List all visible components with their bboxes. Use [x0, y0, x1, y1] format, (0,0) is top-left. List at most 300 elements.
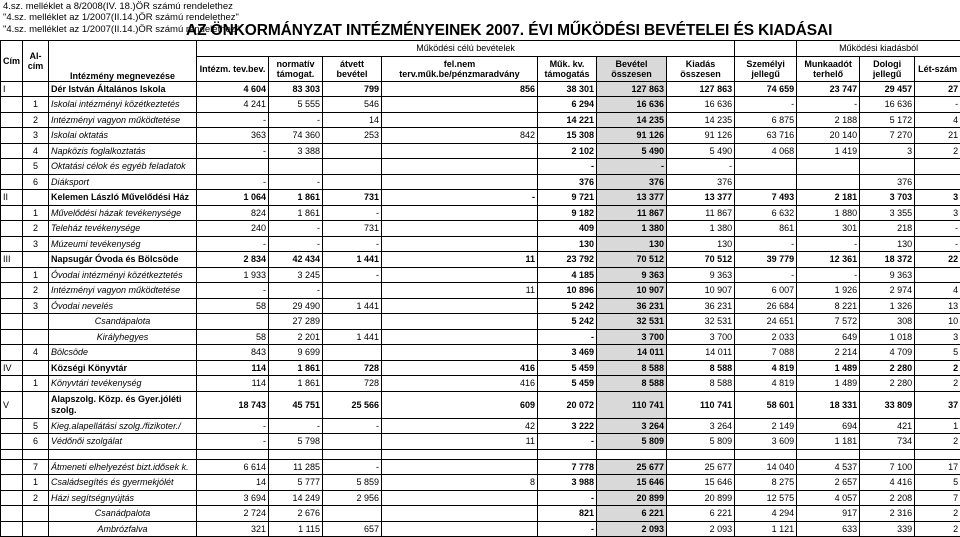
cell-value: 4 819 — [735, 360, 797, 376]
cell-value: 2 280 — [860, 376, 915, 392]
cell-value — [735, 174, 797, 190]
cell-value: 12 575 — [735, 490, 797, 506]
cell-alcim: 1 — [23, 475, 49, 491]
cell-value: 42 434 — [269, 252, 323, 268]
cell-value: 27 — [915, 81, 960, 97]
table-row — [1, 174, 960, 190]
cell-value — [323, 159, 382, 175]
cell-value: 5 555 — [269, 97, 323, 113]
cell-value: 2 657 — [797, 475, 860, 491]
cell-value: - — [197, 112, 269, 128]
cell-value: - — [915, 97, 960, 113]
cell-value: 14 011 — [667, 345, 735, 361]
cell-value — [797, 174, 860, 190]
table-row — [1, 391, 960, 418]
cell-alcim: 3 — [23, 236, 49, 252]
header-megnevezes: Intézmény megnevezése — [49, 41, 197, 82]
cell-value: 23 792 — [538, 252, 597, 268]
cell-value: 2 — [915, 506, 960, 522]
cell-value: - — [735, 267, 797, 283]
cell-value: - — [797, 267, 860, 283]
cell-value: 4 241 — [197, 97, 269, 113]
cell-value — [382, 345, 538, 361]
cell-name: Intézményi vagyon működtetése — [49, 283, 197, 299]
cell-value: 10 896 — [538, 283, 597, 299]
cell-alcim — [23, 81, 49, 97]
cell-value: 1 861 — [269, 205, 323, 221]
cell-value: 376 — [597, 174, 667, 190]
cell-value: 14 — [197, 475, 269, 491]
cell-name: Oktatási célok és egyéb feladatok — [49, 159, 197, 175]
cell-value: 11 — [382, 434, 538, 450]
cell-cim — [1, 506, 23, 522]
cell-name: Bölcsöde — [49, 345, 197, 361]
cell-value: 27 289 — [269, 314, 323, 330]
cell-value: 13 — [915, 298, 960, 314]
cell-cim — [1, 298, 23, 314]
cell-value: 3 — [915, 329, 960, 345]
cell-cim: I — [1, 81, 23, 97]
cell-value: 2 — [915, 143, 960, 159]
cell-value: 114 — [197, 360, 269, 376]
cell-value: - — [197, 143, 269, 159]
cell-value — [382, 205, 538, 221]
table-row — [1, 360, 960, 376]
cell-value: 5 459 — [538, 360, 597, 376]
table-row — [1, 143, 960, 159]
cell-value: 421 — [860, 418, 915, 434]
cell-value: 20 072 — [538, 391, 597, 418]
table-row — [1, 345, 960, 361]
cell-value: 633 — [797, 521, 860, 537]
cell-value: 20 899 — [667, 490, 735, 506]
cell-value: - — [538, 490, 597, 506]
cell-value: 3 222 — [538, 418, 597, 434]
cell-alcim: 1 — [23, 376, 49, 392]
cell-value — [382, 143, 538, 159]
cell-value: 114 — [197, 376, 269, 392]
cell-alcim: 2 — [23, 283, 49, 299]
cell-value: 6 632 — [735, 205, 797, 221]
cell-alcim: 2 — [23, 112, 49, 128]
cell-name: Királyhegyes — [49, 329, 197, 345]
table-row — [1, 81, 960, 97]
cell-value: 18 372 — [860, 252, 915, 268]
header-col-10: Dologi jellegű — [860, 56, 915, 81]
cell-value — [382, 329, 538, 345]
cell-value: 253 — [323, 128, 382, 144]
cell-value: 2 — [915, 376, 960, 392]
cell-value: 376 — [667, 174, 735, 190]
cell-value: 91 126 — [667, 128, 735, 144]
cell-value: 1 018 — [860, 329, 915, 345]
cell-value — [382, 459, 538, 475]
cell-value: 1 064 — [197, 190, 269, 206]
cell-value: - — [797, 97, 860, 113]
cell-cim — [1, 521, 23, 537]
cell-value: 7 572 — [797, 314, 860, 330]
cell-value: 3 988 — [538, 475, 597, 491]
cell-cim: II — [1, 190, 23, 206]
cell-value: - — [269, 236, 323, 252]
cell-value: 21 — [915, 128, 960, 144]
cell-value: 58 — [197, 329, 269, 345]
cell-name: Kieg.alapellátási szolg./fizikoter./ — [49, 418, 197, 434]
cell-name: Átmeneti elhelyezést bizt.idősek k. — [49, 459, 197, 475]
spacer-row — [1, 449, 960, 459]
cell-value: 36 231 — [597, 298, 667, 314]
cell-value: 218 — [860, 221, 915, 237]
cell-value: - — [269, 283, 323, 299]
header-group-kiadas: Működési kiadásból — [797, 41, 960, 57]
cell-value: 799 — [323, 81, 382, 97]
cell-value: - — [797, 236, 860, 252]
cell-value: 5 — [915, 345, 960, 361]
cell-value: 4 057 — [797, 490, 860, 506]
cell-value — [382, 97, 538, 113]
table-body — [1, 81, 960, 537]
cell-value: 32 531 — [667, 314, 735, 330]
cell-value: 5 809 — [667, 434, 735, 450]
cell-value: - — [197, 236, 269, 252]
cell-value: 24 651 — [735, 314, 797, 330]
cell-value: 15 646 — [597, 475, 667, 491]
cell-alcim — [23, 391, 49, 418]
header-line-1: 4.sz. melléklet a 8/2008(IV. 18.)ÖR számú rendelethez — [3, 1, 233, 12]
cell-value: 5 490 — [667, 143, 735, 159]
cell-value — [382, 174, 538, 190]
cell-value: 1 121 — [735, 521, 797, 537]
cell-value: 917 — [797, 506, 860, 522]
header-col-8: Személyi jellegű — [735, 56, 797, 81]
cell-value: 9 363 — [860, 267, 915, 283]
cell-cim — [1, 475, 23, 491]
cell-value: 3 — [915, 205, 960, 221]
cell-value: 5 242 — [538, 314, 597, 330]
cell-value: 38 301 — [538, 81, 597, 97]
cell-value: 9 363 — [597, 267, 667, 283]
cell-cim — [1, 434, 23, 450]
header-col-2: normatív támogat. — [269, 56, 323, 81]
cell-name: Iskolai oktatás — [49, 128, 197, 144]
table-row — [1, 190, 960, 206]
table-row — [1, 314, 960, 330]
cell-value: 16 636 — [860, 97, 915, 113]
cell-value: - — [538, 521, 597, 537]
cell-value: 1 926 — [797, 283, 860, 299]
cell-value: 16 636 — [597, 97, 667, 113]
cell-value — [860, 159, 915, 175]
cell-value: 5 172 — [860, 112, 915, 128]
cell-cim — [1, 314, 23, 330]
cell-value: 14 040 — [735, 459, 797, 475]
cell-value: 731 — [323, 221, 382, 237]
cell-value: 1 933 — [197, 267, 269, 283]
table-row — [1, 221, 960, 237]
cell-value: 7 — [915, 490, 960, 506]
cell-value: 824 — [197, 205, 269, 221]
budget-table — [0, 40, 960, 537]
table-row — [1, 298, 960, 314]
header-cim: Cím — [1, 41, 23, 82]
cell-value: 1 861 — [269, 360, 323, 376]
cell-alcim: 4 — [23, 143, 49, 159]
cell-name: Teleház tevékenysége — [49, 221, 197, 237]
header-col-1: Intézm. tev.bev. — [197, 56, 269, 81]
cell-value: 9 182 — [538, 205, 597, 221]
cell-value: 130 — [667, 236, 735, 252]
cell-value: 14 249 — [269, 490, 323, 506]
cell-value: 843 — [197, 345, 269, 361]
cell-value: 29 457 — [860, 81, 915, 97]
cell-value: - — [269, 174, 323, 190]
cell-value: 7 778 — [538, 459, 597, 475]
cell-value: 2 201 — [269, 329, 323, 345]
cell-value: 14 011 — [597, 345, 667, 361]
cell-value: 14 235 — [597, 112, 667, 128]
table-row — [1, 329, 960, 345]
cell-value: 2 102 — [538, 143, 597, 159]
cell-value — [197, 314, 269, 330]
cell-alcim: 3 — [23, 298, 49, 314]
cell-name: Diáksport — [49, 174, 197, 190]
cell-value: 10 — [915, 314, 960, 330]
header-col-11: Lét-szám — [915, 56, 960, 81]
cell-value: 32 531 — [597, 314, 667, 330]
cell-value: 22 — [915, 252, 960, 268]
table-row — [1, 418, 960, 434]
cell-value: - — [269, 418, 323, 434]
cell-value: 130 — [597, 236, 667, 252]
cell-value: 3 245 — [269, 267, 323, 283]
cell-value: 2 181 — [797, 190, 860, 206]
cell-value: 1 419 — [797, 143, 860, 159]
cell-value: 363 — [197, 128, 269, 144]
cell-value: 8 — [382, 475, 538, 491]
cell-value: 3 264 — [597, 418, 667, 434]
cell-value: 25 566 — [323, 391, 382, 418]
cell-value: 5 859 — [323, 475, 382, 491]
header-col-9: Munkaadót terhelő — [797, 56, 860, 81]
cell-value — [382, 298, 538, 314]
cell-value: 70 512 — [667, 252, 735, 268]
cell-value: - — [269, 112, 323, 128]
cell-value: 11 867 — [597, 205, 667, 221]
cell-value: 7 493 — [735, 190, 797, 206]
cell-alcim — [23, 521, 49, 537]
cell-value: 2 093 — [667, 521, 735, 537]
cell-value: 4 537 — [797, 459, 860, 475]
cell-value: 6 614 — [197, 459, 269, 475]
cell-value: 1 326 — [860, 298, 915, 314]
cell-value: - — [323, 418, 382, 434]
cell-value: - — [538, 159, 597, 175]
cell-value: 3 — [915, 190, 960, 206]
header-col-7: Kiadás összesen — [667, 56, 735, 81]
cell-cim — [1, 490, 23, 506]
cell-value — [323, 345, 382, 361]
cell-cim — [1, 112, 23, 128]
cell-name: Alapszolg. Közp. és Gyer.jóléti szolg. — [49, 391, 197, 418]
cell-value: 339 — [860, 521, 915, 537]
cell-value: - — [197, 283, 269, 299]
header-col-3: átvett bevétel — [323, 56, 382, 81]
cell-cim — [1, 128, 23, 144]
cell-value: 12 361 — [797, 252, 860, 268]
cell-value: 4 819 — [735, 376, 797, 392]
cell-value: 1 861 — [269, 190, 323, 206]
header-line-3: "4.sz. melléklet az 1/2007(II.14.)ÖR számú rendelethez" — [3, 24, 239, 35]
table-row — [1, 252, 960, 268]
cell-value: 5 — [915, 475, 960, 491]
cell-value — [382, 490, 538, 506]
cell-value — [915, 174, 960, 190]
cell-cim — [1, 283, 23, 299]
cell-value: 1 — [915, 418, 960, 434]
cell-cim — [1, 97, 23, 113]
table-row — [1, 475, 960, 491]
cell-value: 3 388 — [269, 143, 323, 159]
cell-value: 609 — [382, 391, 538, 418]
cell-name: Intézményi vagyon működtetése — [49, 112, 197, 128]
cell-value: 15 646 — [667, 475, 735, 491]
cell-value: 7 088 — [735, 345, 797, 361]
table-row — [1, 112, 960, 128]
cell-name: Könyvtári tevékenység — [49, 376, 197, 392]
cell-value — [735, 159, 797, 175]
cell-alcim — [23, 252, 49, 268]
cell-value: 734 — [860, 434, 915, 450]
cell-value — [382, 506, 538, 522]
cell-value — [323, 314, 382, 330]
table-row — [1, 434, 960, 450]
cell-alcim: 1 — [23, 267, 49, 283]
cell-value: 33 809 — [860, 391, 915, 418]
cell-value: 4 185 — [538, 267, 597, 283]
cell-value: 731 — [323, 190, 382, 206]
table-row — [1, 128, 960, 144]
cell-value: 13 377 — [667, 190, 735, 206]
cell-value — [197, 159, 269, 175]
cell-value: 856 — [382, 81, 538, 97]
cell-alcim: 1 — [23, 205, 49, 221]
cell-value: 14 — [323, 112, 382, 128]
cell-value: 861 — [735, 221, 797, 237]
cell-value: 3 700 — [597, 329, 667, 345]
header-col-6: Bevétel összesen — [597, 56, 667, 81]
cell-alcim: 7 — [23, 459, 49, 475]
cell-value: 25 677 — [597, 459, 667, 475]
cell-alcim: 4 — [23, 345, 49, 361]
cell-value: 2 149 — [735, 418, 797, 434]
cell-value — [382, 236, 538, 252]
table-row — [1, 283, 960, 299]
cell-value: 2 724 — [197, 506, 269, 522]
cell-name: Kelemen László Művelődési Ház — [49, 190, 197, 206]
cell-value: 1 441 — [323, 329, 382, 345]
cell-alcim: 1 — [23, 97, 49, 113]
cell-value — [323, 143, 382, 159]
cell-value: 11 867 — [667, 205, 735, 221]
cell-value: 6 294 — [538, 97, 597, 113]
cell-value: 63 716 — [735, 128, 797, 144]
cell-value: 127 863 — [667, 81, 735, 97]
cell-value: 8 588 — [667, 376, 735, 392]
cell-value — [382, 314, 538, 330]
cell-name: Házi segítségnyújtás — [49, 490, 197, 506]
cell-value: 694 — [797, 418, 860, 434]
cell-cim — [1, 205, 23, 221]
cell-value: 1 441 — [323, 298, 382, 314]
cell-alcim: 5 — [23, 418, 49, 434]
cell-cim: III — [1, 252, 23, 268]
cell-name: Csanádpalota — [49, 506, 197, 522]
cell-alcim — [23, 190, 49, 206]
cell-value: 74 659 — [735, 81, 797, 97]
cell-name: Dér István Általános Iskola — [49, 81, 197, 97]
cell-alcim — [23, 314, 49, 330]
cell-value: 416 — [382, 376, 538, 392]
table-row — [1, 159, 960, 175]
cell-value — [382, 159, 538, 175]
header-group-bevetel: Működési célú bevételek — [197, 41, 735, 57]
cell-value: - — [269, 221, 323, 237]
table-row — [1, 376, 960, 392]
table-row — [1, 490, 960, 506]
cell-value: 110 741 — [597, 391, 667, 418]
cell-value — [269, 159, 323, 175]
cell-value: 36 231 — [667, 298, 735, 314]
table-row — [1, 97, 960, 113]
cell-value: 9 699 — [269, 345, 323, 361]
cell-cim: V — [1, 391, 23, 418]
cell-alcim — [23, 506, 49, 522]
cell-value — [797, 159, 860, 175]
cell-value: 4 709 — [860, 345, 915, 361]
cell-value: 20 899 — [597, 490, 667, 506]
cell-value: 3 694 — [197, 490, 269, 506]
cell-value: 416 — [382, 360, 538, 376]
cell-value: 14 221 — [538, 112, 597, 128]
cell-value: 9 363 — [667, 267, 735, 283]
cell-value: 2 — [915, 360, 960, 376]
cell-value: 14 235 — [667, 112, 735, 128]
cell-value: 2 676 — [269, 506, 323, 522]
cell-value: 6 221 — [667, 506, 735, 522]
cell-value: 321 — [197, 521, 269, 537]
cell-value: 70 512 — [597, 252, 667, 268]
cell-name: Csandápalota — [49, 314, 197, 330]
cell-value: 4 — [915, 283, 960, 299]
cell-value: 1 441 — [323, 252, 382, 268]
cell-value: - — [667, 159, 735, 175]
cell-cim — [1, 159, 23, 175]
cell-name: Múzeumi tevékenység — [49, 236, 197, 252]
header-line-2: "4.sz. melléklet az 1/2007(II.14.)ÖR számú rendelethez" — [3, 12, 239, 23]
cell-value: 2 214 — [797, 345, 860, 361]
cell-value: 110 741 — [667, 391, 735, 418]
cell-value — [915, 267, 960, 283]
cell-value: 728 — [323, 376, 382, 392]
cell-value: 1 181 — [797, 434, 860, 450]
cell-value: 4 068 — [735, 143, 797, 159]
cell-value: 37 — [915, 391, 960, 418]
cell-alcim: 5 — [23, 159, 49, 175]
cell-value: 127 863 — [597, 81, 667, 97]
page-title: AZ ÖNKORMÁNYZAT INTÉZMÉNYEINEK 2007. ÉVI MŰKÖDÉSI BEVÉTELEI ÉS KIADÁSAI — [186, 22, 832, 40]
cell-value: 8 275 — [735, 475, 797, 491]
cell-value: 1 380 — [667, 221, 735, 237]
